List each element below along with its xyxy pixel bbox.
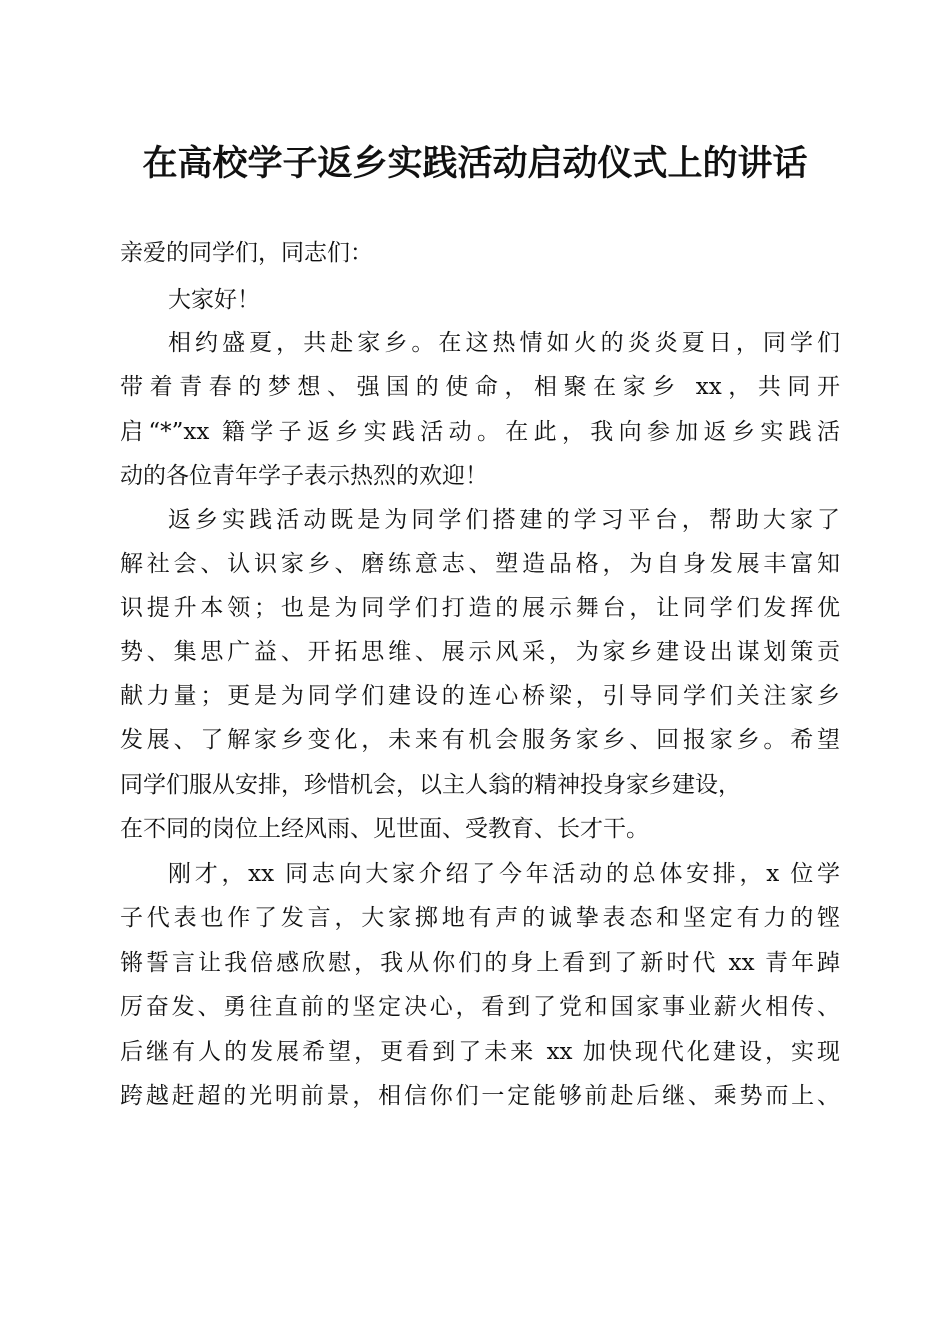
- paragraph-line: 在不同的岗位上经风雨、见世面、受教育、长才干。: [120, 816, 649, 842]
- paragraph-line: 子代表也作了发言，大家掷地有声的诚挚表态和坚定有力的铿: [120, 905, 840, 931]
- paragraph-line: 势、集思广益、开拓思维、展示风采，为家乡建设出谋划策贡: [120, 639, 840, 665]
- paragraph-line: 刚才，xx 同志向大家介绍了今年活动的总体安排，x 位学: [168, 861, 840, 887]
- paragraph-line: 相约盛夏，共赴家乡。在这热情如火的炎炎夏日，同学们: [168, 330, 840, 356]
- paragraph-line: 返乡实践活动既是为同学们搭建的学习平台，帮助大家了: [168, 507, 840, 533]
- salutation: 亲爱的同学们，同志们：: [120, 240, 373, 266]
- paragraph-line: 发展、了解家乡变化，未来有机会服务家乡、回报家乡。希望: [120, 727, 840, 753]
- paragraph-line: 解社会、认识家乡、磨练意志、塑造品格，为自身发展丰富知: [120, 551, 840, 577]
- paragraph-line: 后继有人的发展希望，更看到了未来 xx 加快现代化建设，实现: [120, 1039, 840, 1065]
- greeting: 大家好！: [168, 287, 260, 313]
- paragraph-line: 厉奋发、勇往直前的坚定决心，看到了党和国家事业薪火相传、: [120, 994, 840, 1020]
- paragraph-line: 识提升本领；也是为同学们打造的展示舞台，让同学们发挥优: [120, 595, 840, 621]
- paragraph-line: 跨越赶超的光明前景，相信你们一定能够前赴后继、乘势而上、: [120, 1083, 840, 1109]
- paragraph-line: 带着青春的梦想、强国的使命，相聚在家乡 xx，共同开: [120, 374, 840, 400]
- paragraph-line: 启“*”xx 籍学子返乡实践活动。在此，我向参加返乡实践活: [120, 419, 840, 445]
- paragraph-line: 同学们服从安排，珍惜机会，以主人翁的精神投身家乡建设，: [120, 772, 741, 798]
- document-title: 在高校学子返乡实践活动启动仪式上的讲话: [142, 143, 808, 184]
- paragraph-line: 锵誓言让我倍感欣慰，我从你们的身上看到了新时代 xx 青年踔: [120, 950, 840, 976]
- paragraph-line: 动的各位青年学子表示热烈的欢迎！: [120, 463, 488, 489]
- paragraph-line: 献力量；更是为同学们建设的连心桥梁，引导同学们关注家乡: [120, 683, 840, 709]
